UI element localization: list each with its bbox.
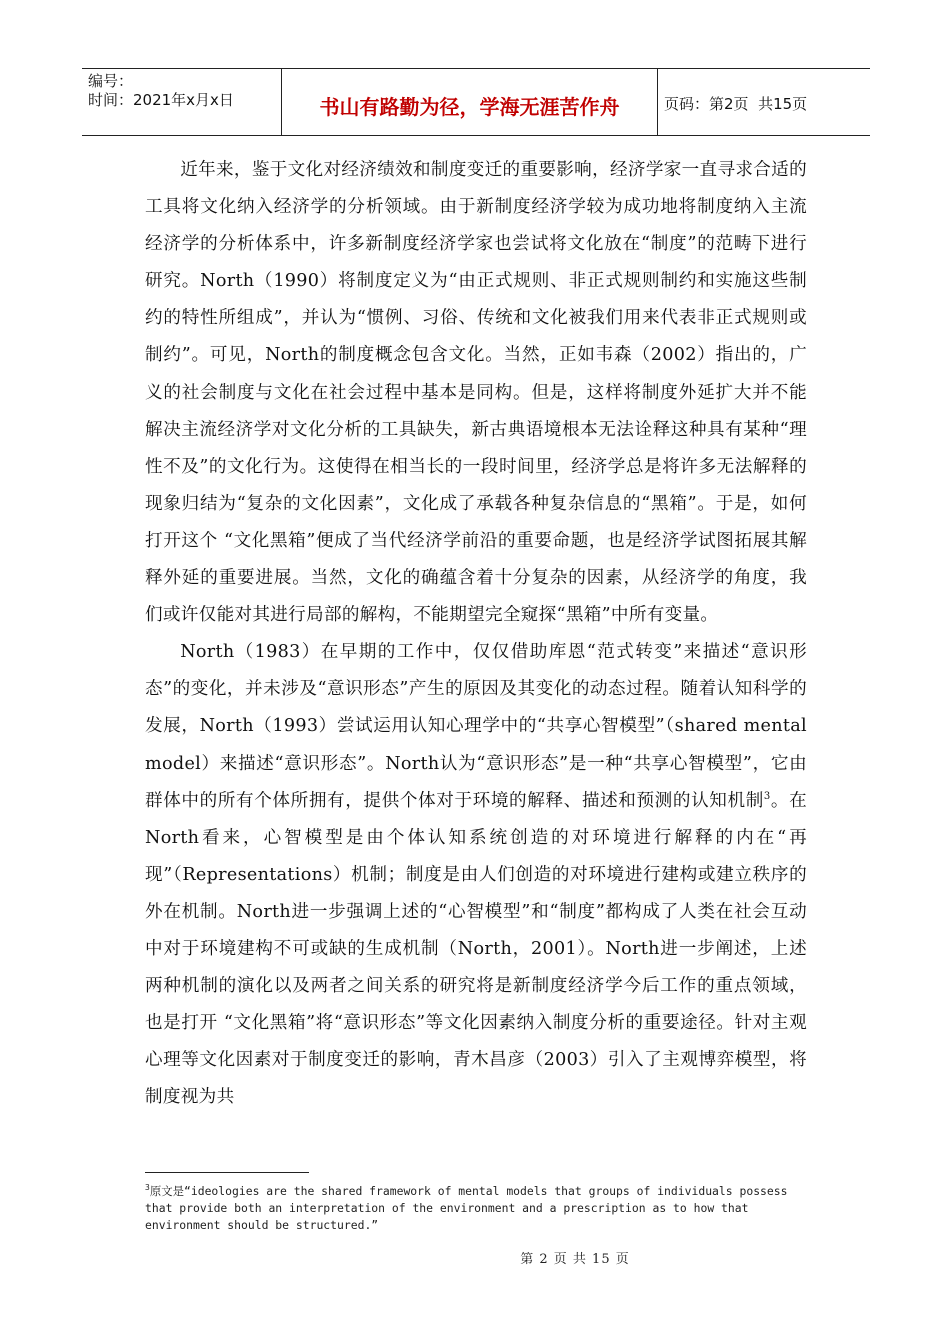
header-page-info — [658, 69, 870, 135]
paragraph-2-part-1: North（1983）在早期的工作中，仅仅借助库恩“范式转变”来描述“意识形态”的变化，并未涉及“意识形态”产生的原因及其变化的动态过程。随着认知科学的发展，North（1993）尝试运用认知心理学中的“共享心智模型”（shared mental model）来描述“意识形态”。North认为“意识形态”是一种“共享心智模型”，它由群体中的所有个体所拥有，提供个体对于环境的解释、描述和预测的认知机制 — [145, 642, 807, 811]
page-header — [82, 68, 870, 136]
paragraph-1: 近年来，鉴于文化对经济绩效和制度变迁的重要影响，经济学家一直寻求合适的工具将文化纳入经济学的分析领域。由于新制度经济学较为成功地将制度纳入主流经济学的分析体系中，许多新制度经济学家也尝试将文化放在“制度”的范畴下进行研究。North（1990）将制度定义为“由正式规则、非正式规则制约和实施这些制约的特性所组成”，并认为“惯例、习俗、传统和文化被我们用来代表非正式规则或制约”。可见，North的制度概念包含文化。当然，正如韦森（2002）指出的，广义的社会制度与文化在社会过程中基本是同构。但是，这样将制度外延扩大并不能解决主流经济学对文化分析的工具缺失，新古典语境根本无法诠释这种具有某种“理性不及”的文化行为。这使得在相当长的一段时间里，经济学总是将许多无法解释的现象归结为“复杂的文化因素”，文化成了承载各种复杂信息的“黑箱”。于是，如何打开这个 “文化黑箱”便成了当代经济学前沿的重要命题，也是经济学试图拓展其解释外延的重要进展。当然，文化的确蕴含着十分复杂的因素，从经济学的角度，我们或许仅能对其进行局部的解构，不能期望完全窥探“黑箱”中所有变量。 — [145, 160, 807, 626]
document-date: 时间：2021年x月x日 — [88, 91, 234, 109]
footnote-separator — [145, 1172, 309, 1173]
page-info-text: 页码：第2页 共15页 — [664, 94, 808, 113]
footnote-mark: 3 — [145, 1183, 150, 1192]
footnote — [145, 1179, 805, 1234]
document-body — [145, 152, 807, 1116]
header-motto: 书山有路勤为径，学海无涯苦作舟 — [282, 69, 658, 135]
paragraph-2-part-2: 。在North看来，心智模型是由个体认知系统创造的对环境进行解释的内在“再现”（Representations）机制；制度是由人们创造的对环境进行建构或建立秩序的外在机制。North进一步强调上述的“心智模型”和“制度”都构成了人类在社会互动中对于环境建构不可或缺的生成机制（North，2001）。North进一步阐述，上述两种机制的演化以及两者之间关系的研究将是新制度经济学今后工作的重点领域，也是打开 “文化黑箱”将“意识形态”等文化因素纳入制度分析的重要途径。针对主观心理等文化因素对于制度变迁的影响，青木昌彦（2003）引入了主观博弈模型，将制度视为共 — [145, 790, 807, 1108]
footnote-reference[interactable]: 3 — [763, 790, 771, 802]
page-footer: 第 2 页 共 15 页 — [520, 1252, 630, 1267]
header-meta — [82, 69, 282, 135]
paragraph-2 — [145, 634, 807, 1116]
footnote-text: 原文是“ideologies are the shared framework of mental models that groups of individuals possess that provide both an interpretation of the environment and a prescription as to how that environment should be structured.” — [145, 1183, 788, 1232]
document-number-label: 编号： — [88, 72, 134, 90]
